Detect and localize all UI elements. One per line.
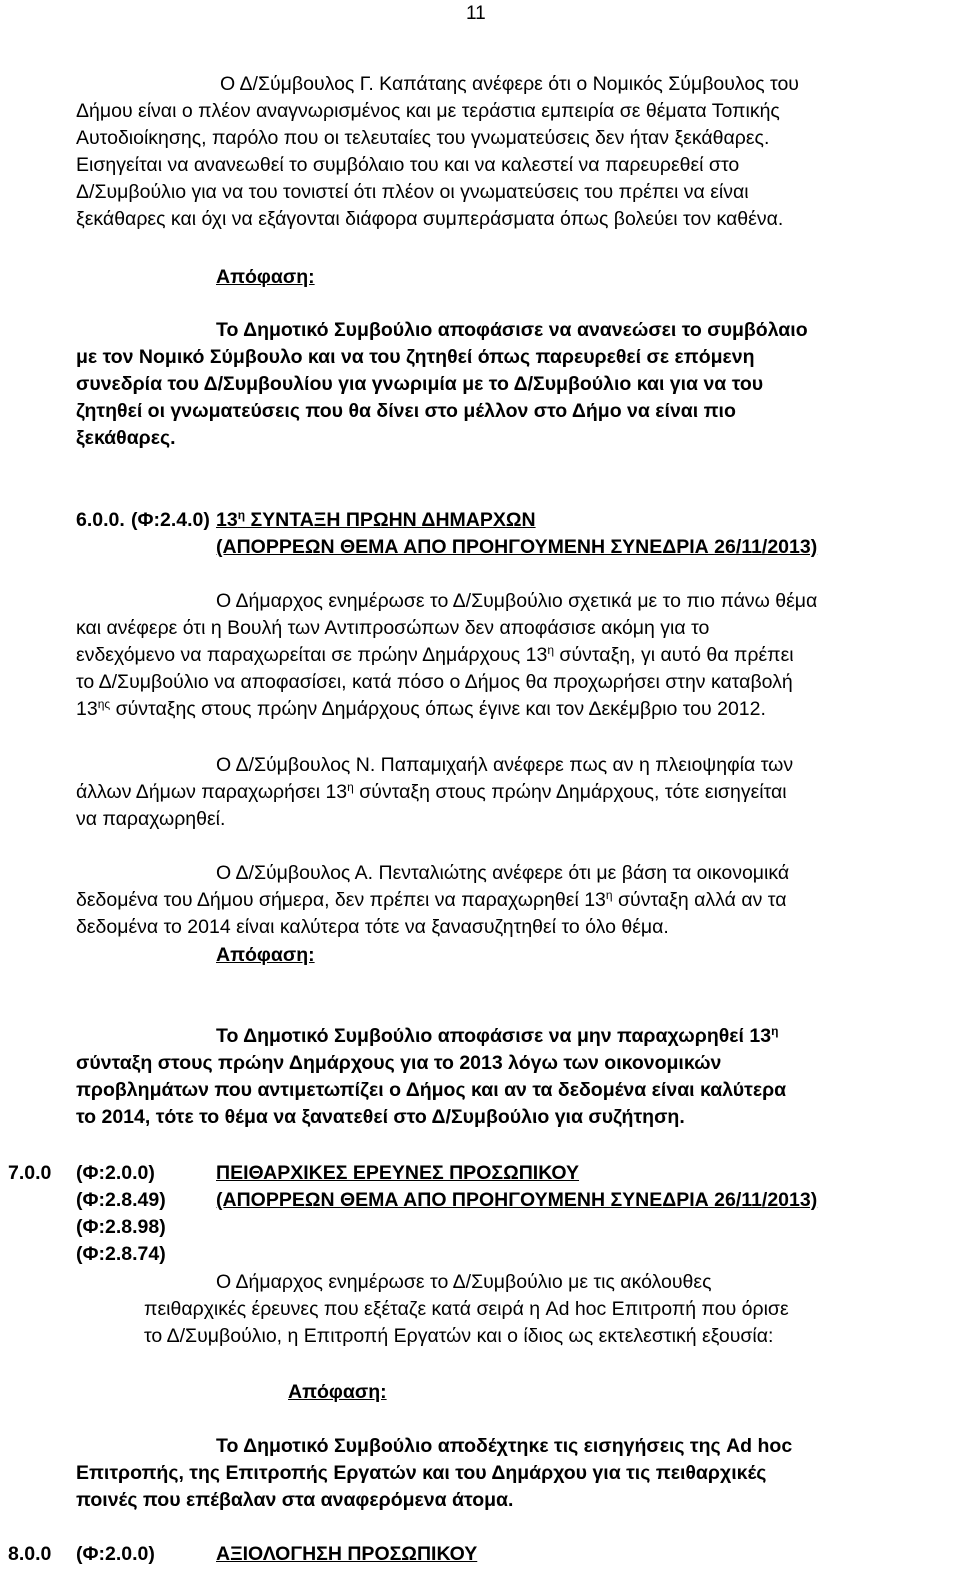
text-line: Ο Δ/Σύμβουλος Α. Πενταλιώτης ανέφερε ότι με βάση τα οικονομικά [216,862,790,884]
text-line: να παραχωρηθεί. [76,808,226,830]
decision-label: Απόφαση: [288,1381,387,1403]
decision-3 [76,1433,952,1514]
text-line: και ανέφερε ότι η Βουλή των Αντιπροσώπων δεν αποφάσισε ακόμη για το [76,617,710,639]
text-line: με τον Νομικό Σύμβουλο και να του ζητηθεί όπως παρευρεθεί σε επόμενη [76,346,755,368]
text-line: Ο Δ/Σύμβουλος Ν. Παπαμιχαήλ ανέφερε πως αν η πλειοψηφία των [216,754,794,776]
text-line: Δ/Συμβούλιο για να του τονιστεί ότι πλέον οι γνωματεύσεις του πρέπει να είναι [76,181,749,203]
text-line: Το Δημοτικό Συμβούλιο αποφάσισε να μην παραχωρηθεί $13^\eta$ [216,1024,779,1047]
text-line: το Δ/Συμβούλιο να αποφασίσει, κατά πόσο ο Δήμος θα προχωρήσει στην καταβολή [76,671,793,693]
text-line: Επιτροπής, της Επιτροπής Εργατών και του Δημάρχου για τις πειθαρχικές [76,1462,767,1484]
decision-1 [76,317,952,452]
section-number: 7.0.0 [8,1162,52,1184]
text-line: δεδομένα το 2014 είναι καλύτερα τότε να ξανασυζητηθεί το όλο θέμα. [76,916,669,938]
section-title: $13^\eta$ ΣΥΝΤΑΞΗ ΠΡΩΗΝ ΔΗΜΑΡΧΩΝ [216,508,536,531]
section-code: (Φ:2.4.0) [131,509,210,531]
text-line: Ο Δήμαρχος ενημέρωσε το Δ/Συμβούλιο σχετικά με το πιο πάνω θέμα [216,590,818,612]
text-line: Το Δημοτικό Συμβούλιο αποδέχτηκε τις εισηγήσεις της Ad hoc [216,1435,793,1457]
decision-label: Απόφαση: [216,266,315,288]
section-code: (Φ:2.0.0) [76,1543,155,1565]
text-line: το 2014, τότε το θέμα να ξανατεθεί στο Δ/Συμβούλιο για συζήτηση. [76,1106,685,1128]
text-line: ξεκάθαρες και όχι να εξάγονται διάφορα συμπεράσματα όπως βολεύει τον καθένα. [76,208,784,230]
decision-label: Απόφαση: [216,944,315,966]
section-subtitle: (ΑΠΟΡΡΕΩΝ ΘΕΜΑ ΑΠΟ ΠΡΟΗΓΟΥΜΕΝΗ ΣΥΝΕΔΡΙΑ 26/11/2013) [216,1189,818,1211]
paragraph-disciplinary [144,1269,952,1350]
text-line: συνεδρία του Δ/Συμβουλίου για γνωριμία με το Δ/Συμβούλιο και για να του [76,373,764,395]
text-line: προβλημάτων που αντιμετωπίζει ο Δήμος και αν τα δεδομένα είναι καλύτερα [76,1079,787,1101]
decision-2 [76,1023,952,1131]
section-title: ΑΞΙΟΛΟΓΗΣΗ ΠΡΟΣΩΠΙΚΟΥ [216,1543,478,1565]
text-line: το Δ/Συμβούλιο, η Επιτροπή Εργατών και ο ίδιος ως εκτελεστική εξουσία: [144,1325,774,1347]
paragraph-mayor [76,588,952,723]
section-number: 6.0.0. [76,509,125,531]
text-line: Δήμου είναι ο πλέον αναγνωρισμένος και με τεράστια εμπειρία σε θέματα Τοπικής [76,100,780,122]
paragraph-pentaliotis [76,860,952,941]
text-line: Αυτοδιοίκησης, παρόλο που οι τελευταίες του γνωματεύσεις δεν ήταν ξεκάθαρες. [76,127,770,149]
paragraph-kapataes [76,71,952,233]
text-line: ξεκάθαρες. [76,427,176,449]
text-line: άλλων Δήμων παραχωρήσει $13^\eta$ σύνταξη στους πρώην Δημάρχους, τότε εισηγείται [76,780,787,803]
text-line: Εισηγείται να ανανεωθεί το συμβόλαιο του και να καλεστεί να παρευρεθεί στο [76,154,740,176]
text-line: ζητηθεί οι γνωματεύσεις που θα δίνει στο μέλλον στο Δήμο να είναι πιο [76,400,736,422]
text-line: ποινές που επέβαλαν στα αναφερόμενα άτομα. [76,1489,514,1511]
text-line: σύνταξη στους πρώην Δημάρχους για το 2013 λόγω των οικονομικών [76,1052,722,1074]
text-line: δεδομένα του Δήμου σήμερα, δεν πρέπει να παραχωρηθεί $13^\eta$ σύνταξη αλλά αν τα [76,888,787,911]
section-code: (Φ:2.8.98) [76,1216,166,1238]
section-subtitle: (ΑΠΟΡΡΕΩΝ ΘΕΜΑ ΑΠΟ ΠΡΟΗΓΟΥΜΕΝΗ ΣΥΝΕΔΡΙΑ 26/11/2013) [216,536,818,558]
text-line: πειθαρχικές έρευνες που εξέταζε κατά σειρά η Ad hoc Επιτροπή που όρισε [144,1298,789,1320]
section-code: (Φ:2.8.49) [76,1189,166,1211]
section-number: 8.0.0 [8,1543,52,1565]
text-line: Ο Δήμαρχος ενημέρωσε το Δ/Συμβούλιο με τις ακόλουθες [216,1271,712,1293]
section-code: (Φ:2.8.74) [76,1243,166,1265]
text-line: Το Δημοτικό Συμβούλιο αποφάσισε να ανανεώσει το συμβόλαιο [216,319,808,341]
text-line: $13^{\eta\varsigma}$ σύνταξης στους πρώην Δημάρχους όπως έγινε και τον Δεκέμβριο του 2012. [76,697,766,720]
text-line: Ο Δ/Σύμβουλος Γ. Καπάταης ανέφερε ότι ο Νομικός Σύμβουλος του [220,73,799,95]
page-number: 11 [466,3,486,24]
section-code: (Φ:2.0.0) [76,1162,155,1184]
paragraph-papamichail [76,752,952,833]
text-line: ενδεχόμενο να παραχωρείται σε πρώην Δημάρχους $13^\eta$ σύνταξη, γι αυτό θα πρέπει [76,643,794,666]
section-title: ΠΕΙΘΑΡΧΙΚΕΣ ΕΡΕΥΝΕΣ ΠΡΟΣΩΠΙΚΟΥ [216,1162,580,1184]
